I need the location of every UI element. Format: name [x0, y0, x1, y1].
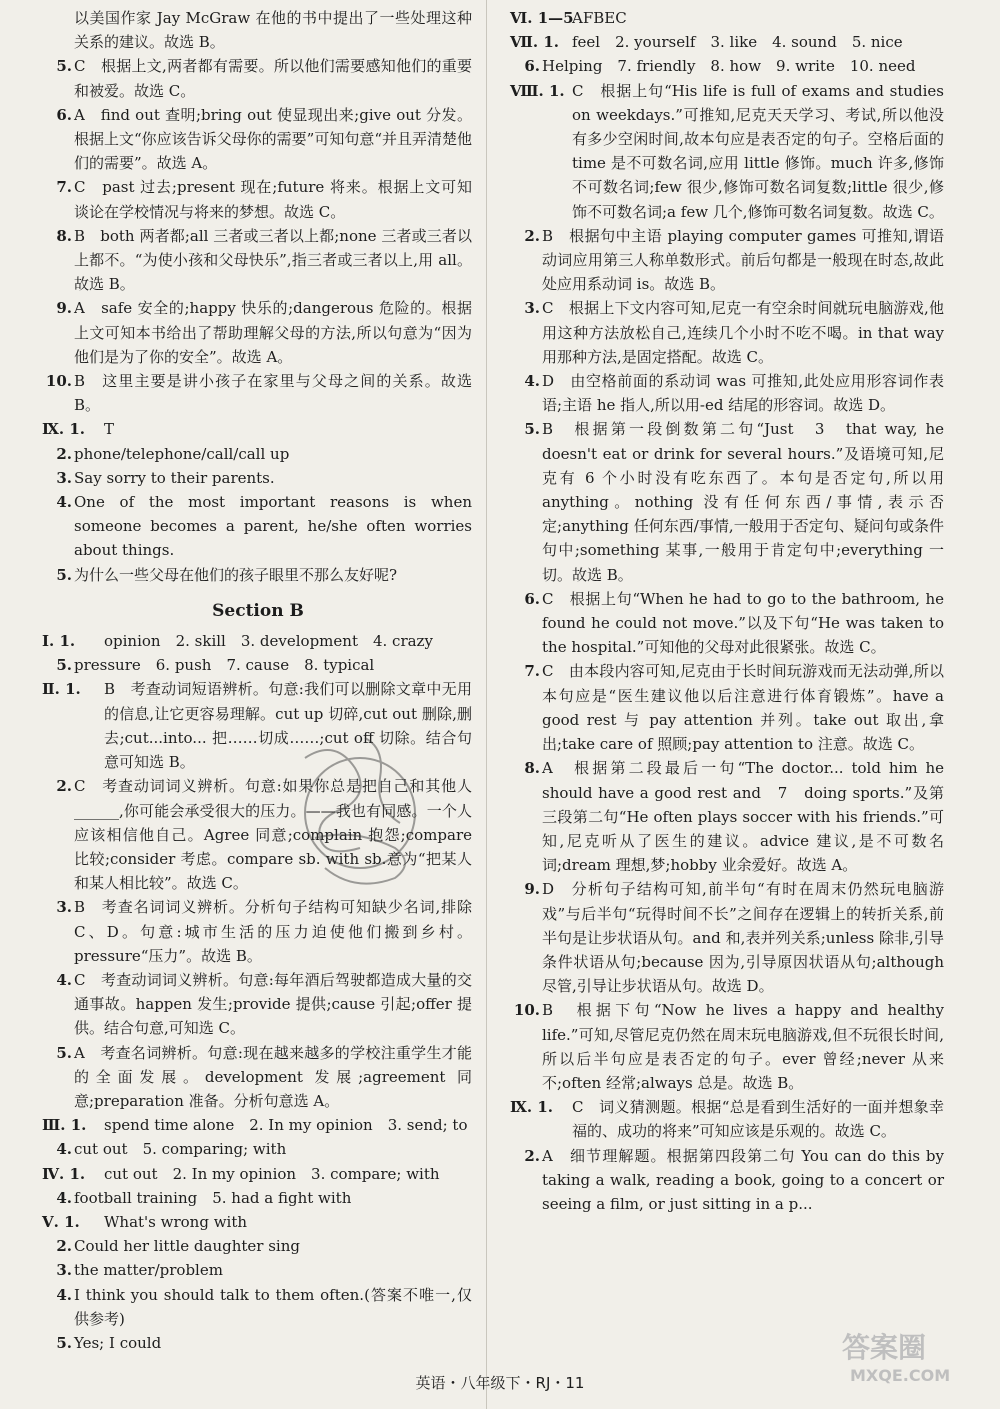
answer-number: 3.: [56, 468, 72, 487]
answer-text: B 考查动词短语辨析。句意:我们可以删除文章中无用的信息,让它更容易理解。cut up 切碎,cut out 删除,删去;cut...into... 把……切成……;cut off 切除。结合句意可知选 B。: [104, 680, 472, 772]
answer-entry: [44, 629, 472, 653]
answer-number: 7.: [524, 662, 540, 681]
answer-text: A 根据第二段最后一句“The doctor... told him he should have a good rest and 7 doing sports.”及第三段第二句“He often plays soccer with his friends.”可知,尼克听从了医生的建议。advice 建议,是不可数名词;dream 理想,梦;hobby 业余爱好。故选 A。: [542, 759, 944, 875]
answer-entry: [44, 296, 472, 369]
handwritten-watermark: [285, 718, 435, 898]
answer-number: 2.: [524, 1146, 540, 1165]
answer-entry: [512, 417, 944, 586]
answer-text: feel 2. yourself 3. like 4. sound 5. nice: [572, 33, 903, 52]
answer-entry: [512, 1095, 944, 1143]
answer-text: phone/telephone/call/call up: [74, 444, 290, 463]
answer-text: spend time alone 2. In my opinion 3. send; to: [104, 1116, 468, 1135]
answer-text: C 考查动词词义辨析。句意:每年酒后驾驶都造成大量的交通事故。happen 发生;provide 提供;cause 引起;offer 提供。结合句意,可知选 C。: [74, 970, 472, 1038]
answer-entry: [44, 1162, 472, 1186]
answer-entry: [512, 369, 944, 417]
answer-entry: [512, 54, 944, 78]
right-entries: [512, 6, 944, 1216]
answer-number: Ⅳ. 1.: [42, 1164, 86, 1183]
answer-number: 8.: [56, 226, 72, 245]
answer-text: B 根据下句“Now he lives a happy and healthy life.”可知,尽管尼克仍然在周末玩电脑游戏,但不玩很长时间,所以后半句应是表否定的句子。ever 曾经;never 从来不;often 经常;always 总是。故选 B。: [542, 1001, 944, 1092]
answer-entry: [44, 1283, 472, 1331]
answer-number: 3.: [56, 1261, 72, 1280]
answer-entry: [44, 6, 472, 54]
answer-number: Ⅲ. 1.: [42, 1116, 87, 1135]
answer-number: Ⅸ. 1.: [42, 420, 85, 439]
answer-entry: [44, 1113, 472, 1137]
answer-entry: [44, 1041, 472, 1114]
answer-number: 9.: [524, 880, 540, 899]
answer-entry: [44, 653, 472, 677]
answer-text: A 细节理解题。根据第四段第二句 You can do this by taking a walk, reading a book, going to a concert or seeing a film, or just sitting in a p...: [542, 1146, 944, 1213]
answer-entry: [44, 175, 472, 223]
answer-entry: [44, 369, 472, 417]
answer-text: C past 过去;present 现在;future 将来。根据上文可知谈论在学校情况与将来的梦想。故选 C。: [74, 178, 472, 221]
answer-number: Ⅷ. 1.: [510, 81, 565, 100]
answer-number: 5.: [56, 1333, 72, 1352]
answer-entry: [44, 466, 472, 490]
right-column: [512, 6, 944, 1216]
section-b-heading: Section B: [212, 600, 304, 621]
answer-number: 4.: [56, 1285, 72, 1304]
answer-entry: [512, 756, 944, 877]
answer-entry: [44, 1210, 472, 1234]
answer-text: Could her little daughter sing: [74, 1237, 300, 1256]
answer-entry: [512, 224, 944, 297]
answer-number: Ⅴ. 1.: [42, 1212, 80, 1231]
answer-text: C 考查动词词义辨析。句意:如果你总是把自己和其他人______,你可能会承受很大的压力。——我也有同感。一个人应该相信他自己。Agree 同意;complain 抱怨;compare 比较;consider 考虑。compare sb. with sb.意为“把某人和某人相比较”。故选 C。: [74, 777, 472, 893]
answer-entry: [512, 30, 944, 54]
answer-number: 10.: [513, 1001, 540, 1020]
answer-entry: [44, 1258, 472, 1282]
answer-entry: [44, 968, 472, 1041]
answer-number: 5.: [56, 565, 72, 584]
answer-number: 8.: [524, 759, 540, 778]
answer-text: cut out 2. In my opinion 3. compare; with: [104, 1164, 440, 1183]
answer-number: Ⅶ. 1.: [510, 33, 559, 52]
svg-text:答案圈: 答案圈: [842, 1331, 927, 1364]
answer-text: C 根据上句“When he had to go to the bathroom, he found he could not move.”以及下句“He was taken to the hospital.”可知他的父母对此很紧张。故选 C。: [542, 589, 944, 657]
answer-number: Ⅸ. 1.: [510, 1098, 553, 1117]
left-entries: [44, 6, 472, 587]
answer-number: 2.: [56, 444, 72, 463]
answer-entry: [44, 1186, 472, 1210]
answer-text: pressure 6. push 7. cause 8. typical: [74, 656, 375, 675]
answer-entry: [44, 442, 472, 466]
answer-entry: [44, 895, 472, 968]
answer-text: 为什么一些父母在他们的孩子眼里不那么友好呢?: [74, 565, 398, 584]
answer-entry: [44, 1234, 472, 1258]
answer-text: C 根据上句“His life is full of exams and studies on weekdays.”可推知,尼克天天学习、考试,所以他没有多少空闲时间,故本句应是表否定的句子。空格后面的 time 是不可数名词,应用 little 修饰。much 许多,修饰不可数名词;few 很少,修饰可数名词复数;little 很少,修饰不可数名词;a few 几个,修饰可数名词复数。故选 C。: [572, 81, 944, 221]
answer-entry: [512, 998, 944, 1095]
answer-text: What's wrong with: [104, 1212, 248, 1231]
answer-entry: [512, 659, 944, 756]
answer-text: cut out 5. comparing; with: [74, 1140, 287, 1159]
answer-number: 4.: [524, 372, 540, 391]
answer-text: C 根据上文,两者都有需要。所以他们需要感知他们的重要和被爱。故选 C。: [74, 57, 472, 100]
answer-text: One of the most important reasons is when someone becomes a parent, he/she often worries about things.: [74, 493, 472, 560]
answer-number: 5.: [56, 1043, 72, 1062]
answer-number: 2.: [56, 777, 72, 796]
answer-text: C 根据上下文内容可知,尼克一有空余时间就玩电脑游戏,他用这种方法放松自己,连续几个小时不吃不喝。in that way 用那种方法,是固定搭配。故选 C。: [542, 299, 944, 366]
answer-text: I think you should talk to them often.(答案不唯一,仅供参考): [74, 1285, 472, 1328]
answer-text: B both 两者都;all 三者或三者以上都;none 三者或三者以上都不。“为使小孩和父母快乐”,指三者或三者以上,用 all。故选 B。: [74, 226, 472, 294]
page-footer: 英语・八年级下・RJ・11: [415, 1374, 585, 1392]
answer-entry: [44, 54, 472, 102]
answer-entry: [44, 1137, 472, 1161]
answer-entry: [512, 1144, 944, 1217]
answer-text: B 考查名词词义辨析。分析句子结构可知缺少名词,排除 C、D。句意:城市生活的压力迫使他们搬到乡村。pressure“压力”。故选 B。: [74, 898, 472, 965]
answer-number: 6.: [524, 57, 540, 76]
answer-text: B 根据句中主语 playing computer games 可推知,谓语动词应用第三人称单数形式。前后句都是一般现在时态,故此处应用系动词 is。故选 B。: [542, 226, 944, 294]
answer-text: Say sorry to their parents.: [74, 468, 275, 487]
answer-number: 10.: [45, 372, 72, 391]
answer-entry: [44, 1331, 472, 1355]
answer-number: 2.: [56, 1237, 72, 1256]
answer-number: 9.: [56, 299, 72, 318]
answer-number: Ⅵ. 1—5: [510, 9, 574, 27]
answer-text: opinion 2. skill 3. development 4. crazy: [104, 632, 433, 651]
svg-text:MXQE.COM: MXQE.COM: [850, 1366, 951, 1385]
answer-text: 以美国作家 Jay McGraw 在他的书中提出了一些处理这种关系的建议。故选 B。: [74, 9, 472, 52]
answer-entry: [512, 296, 944, 369]
answer-text: Yes; I could: [74, 1333, 162, 1352]
answer-entry: [44, 103, 472, 176]
answer-text: A 考查名词辨析。句意:现在越来越多的学校注重学生才能的全面发展。development 发展;agreement 同意;preparation 准备。分析句意选 A。: [74, 1043, 472, 1110]
answer-text: C 由本段内容可知,尼克由于长时间玩游戏而无法动弹,所以本句应是“医生建议他以后注意进行体育锻炼”。have a good rest 与 pay attention 并列。take out 取出,拿出;take care of 照顾;pay attention to 注意。故选 C。: [542, 662, 944, 754]
left-column: [44, 6, 472, 1355]
answer-entry: [512, 6, 944, 30]
answer-text: A find out 查明;bring out 使显现出来;give out 分发。根据上文“你应该告诉父母你的需要”可知句意“并且弄清楚他们的需要”。故选 A。: [74, 105, 473, 173]
answer-number: 6.: [56, 105, 72, 124]
answer-text: AFBEC: [572, 9, 627, 27]
answer-text: D 分析句子结构可知,前半句“有时在周末仍然玩电脑游戏”与后半句“玩得时间不长”之间存在逻辑上的转折关系,前半句是让步状语从句。and 和,表并列关系;unless 除非,引导条件状语从句;because 因为,引导原因状语从句;although 尽管,引导让步状语从句。故选 D。: [542, 880, 944, 996]
answer-number: 4.: [56, 1188, 72, 1207]
answer-text: A safe 安全的;happy 快乐的;dangerous 危险的。根据上文可知本书给出了帮助理解父母的方法,所以句意为“因为他们是为了你的安全”。故选 A。: [74, 299, 472, 366]
column-divider: [486, 0, 487, 1409]
answer-text: C 词义猜测题。根据“总是看到生活好的一面并想象幸福的、成功的将来”可知应该是乐观的。故选 C。: [572, 1098, 944, 1141]
answer-number: 3.: [56, 898, 72, 917]
answer-text: T: [104, 420, 115, 439]
answer-entry: [44, 417, 472, 441]
answer-text: B 根据第一段倒数第二句“Just 3 that way, he doesn't eat or drink for several hours.”及语境可知,尼克有 6 个小时没有吃东西了。本句是否定句,所以用 anything。nothing 没有任何东西/事情,表示否定;anything 任何东西/事情,一般用于否定句、疑问句或条件句中;something 某事,一般用于肯定句中;everything 一切。故选 B。: [542, 420, 944, 584]
answer-number: Ⅱ. 1.: [42, 680, 81, 699]
answer-number: 3.: [524, 299, 540, 318]
answer-text: football training 5. had a fight with: [74, 1188, 352, 1207]
answer-number: 4.: [56, 1140, 72, 1159]
answer-entry: [44, 224, 472, 297]
answer-text: the matter/problem: [74, 1261, 223, 1280]
answer-number: 2.: [524, 226, 540, 245]
answer-entry: [512, 79, 944, 224]
answer-number: 7.: [56, 178, 72, 197]
answer-text: D 由空格前面的系动词 was 可推知,此处应用形容词作表语;主语 he 指人,所以用-ed 结尾的形容词。故选 D。: [542, 372, 944, 415]
answer-number: Ⅰ. 1.: [42, 632, 76, 651]
answer-text: Helping 7. friendly 8. how 9. write 10. need: [542, 57, 916, 76]
answer-number: 4.: [56, 970, 72, 989]
answer-entry: [44, 490, 472, 563]
answer-text: B 这里主要是讲小孩子在家里与父母之间的关系。故选 B。: [74, 372, 472, 415]
answer-number: 4.: [56, 493, 72, 512]
answer-number: 5.: [524, 420, 540, 439]
answer-number: 5.: [56, 656, 72, 675]
answer-number: 5.: [56, 57, 72, 76]
answer-number: 6.: [524, 589, 540, 608]
answer-entry: [44, 563, 472, 587]
answer-entry: [512, 877, 944, 998]
answer-entry: [512, 587, 944, 660]
